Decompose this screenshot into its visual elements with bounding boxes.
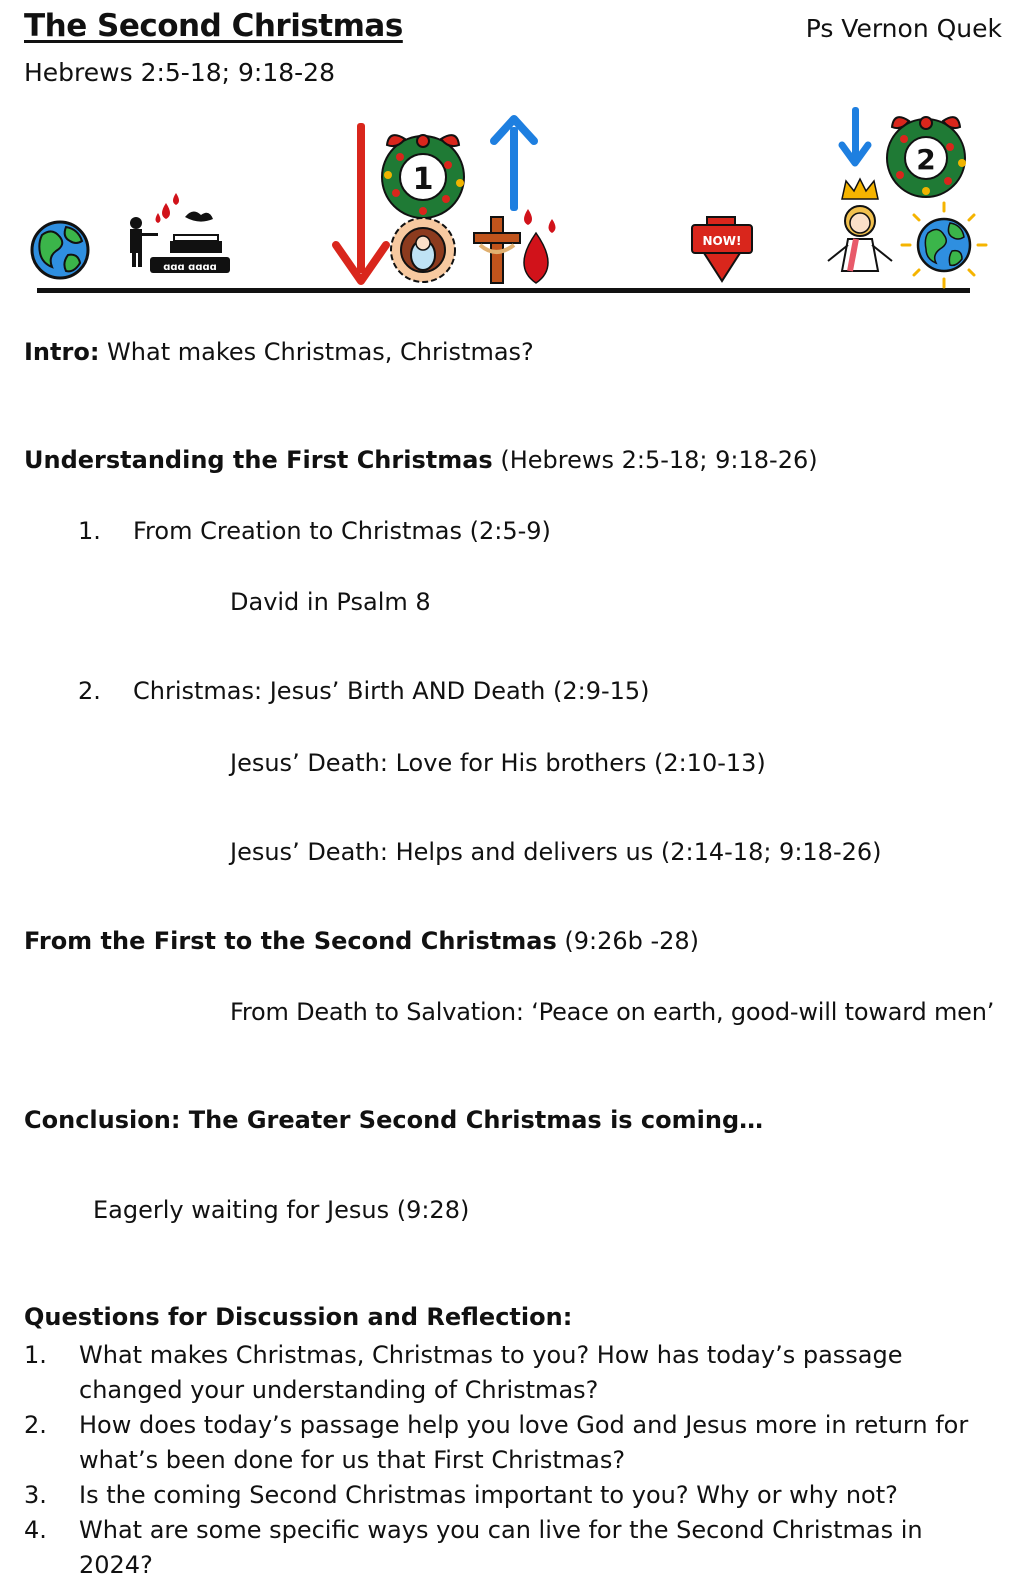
point-1-text: From Creation to Christmas (2:5-9) [133, 517, 551, 545]
down-arrow-icon [336, 123, 386, 281]
intro-label: Intro: [24, 338, 100, 366]
author: Ps Vernon Quek [805, 14, 1002, 43]
question-text: How does today’s passage help you love God and Jesus more in return for what’s been done for us that First Christmas? [79, 1411, 969, 1474]
timeline-illustration [0, 95, 1020, 300]
now-sign-icon [692, 217, 752, 281]
point-2-sub-1: Jesus’ Death: Love for His brothers (2:10-13) [230, 749, 766, 777]
down-arrow-small-icon [842, 107, 868, 163]
blood-drops-icon [156, 193, 180, 223]
question-item [24, 1513, 1004, 1583]
question-number: 4. [24, 1516, 47, 1544]
question-text: Is the coming Second Christmas important to you? Why or why not? [79, 1481, 898, 1509]
intro-line [24, 338, 534, 366]
point-1-number: 1. [78, 517, 101, 545]
page-title: The Second Christmas [24, 8, 403, 44]
section1-ref: (Hebrews 2:5-18; 9:18-26) [492, 446, 818, 474]
question-text: What makes Christmas, Christmas to you? How has today’s passage changed your understanding of Christmas? [79, 1341, 903, 1404]
question-item [24, 1478, 1004, 1513]
intro-text: What makes Christmas, Christmas? [99, 338, 534, 366]
question-number: 1. [24, 1341, 47, 1369]
point-2-text: Christmas: Jesus’ Birth AND Death (2:9-15) [133, 677, 650, 705]
questions-heading: Questions for Discussion and Reflection: [24, 1303, 573, 1331]
now-sign-label: NOW! [702, 234, 742, 248]
question-number: 2. [24, 1411, 47, 1439]
sacrifice-altar-icon [130, 211, 230, 273]
baby-jesus-icon [391, 218, 455, 282]
point-2-sub-2: Jesus’ Death: Helps and delivers us (2:14-18; 9:18-26) [230, 838, 882, 866]
questions-list [24, 1338, 1004, 1583]
shining-earth-icon [902, 203, 986, 287]
point-2-number: 2. [78, 677, 101, 705]
jesus-icon [828, 206, 892, 271]
section2-sub: From Death to Salvation: ‘Peace on earth, good-will toward men’ [230, 998, 995, 1026]
conclusion-heading: Conclusion: The Greater Second Christmas is coming… [24, 1106, 764, 1134]
earth-icon [32, 222, 88, 278]
wreath-two-number: 2 [916, 143, 936, 176]
conclusion-sub: Eagerly waiting for Jesus (9:28) [93, 1196, 470, 1224]
up-arrow-icon [494, 119, 534, 211]
question-item [24, 1338, 1004, 1408]
svg-text:ɑɑɑ ɑɑɑɑ: ɑɑɑ ɑɑɑɑ [163, 262, 217, 273]
section-heading-second-christmas [24, 927, 699, 955]
section2-ref: (9:26b -28) [556, 927, 700, 955]
question-number: 3. [24, 1481, 47, 1509]
blood-drop-icon [524, 209, 556, 283]
section2-heading-text: From the First to the Second Christmas [24, 927, 557, 955]
crown-icon [842, 179, 878, 199]
wreath-one-icon [382, 135, 464, 218]
cross-icon [474, 217, 520, 283]
wreath-one-number: 1 [412, 162, 434, 197]
section1-heading-text: Understanding the First Christmas [24, 446, 493, 474]
question-text: What are some specific ways you can live for the Second Christmas in 2024? [79, 1516, 923, 1579]
scripture-reference: Hebrews 2:5-18; 9:18-28 [24, 58, 335, 87]
wreath-two-icon [887, 117, 966, 197]
question-item [24, 1408, 1004, 1478]
section-heading-first-christmas [24, 446, 818, 474]
timeline-line [37, 288, 970, 293]
point-1-sub-1: David in Psalm 8 [230, 588, 431, 616]
